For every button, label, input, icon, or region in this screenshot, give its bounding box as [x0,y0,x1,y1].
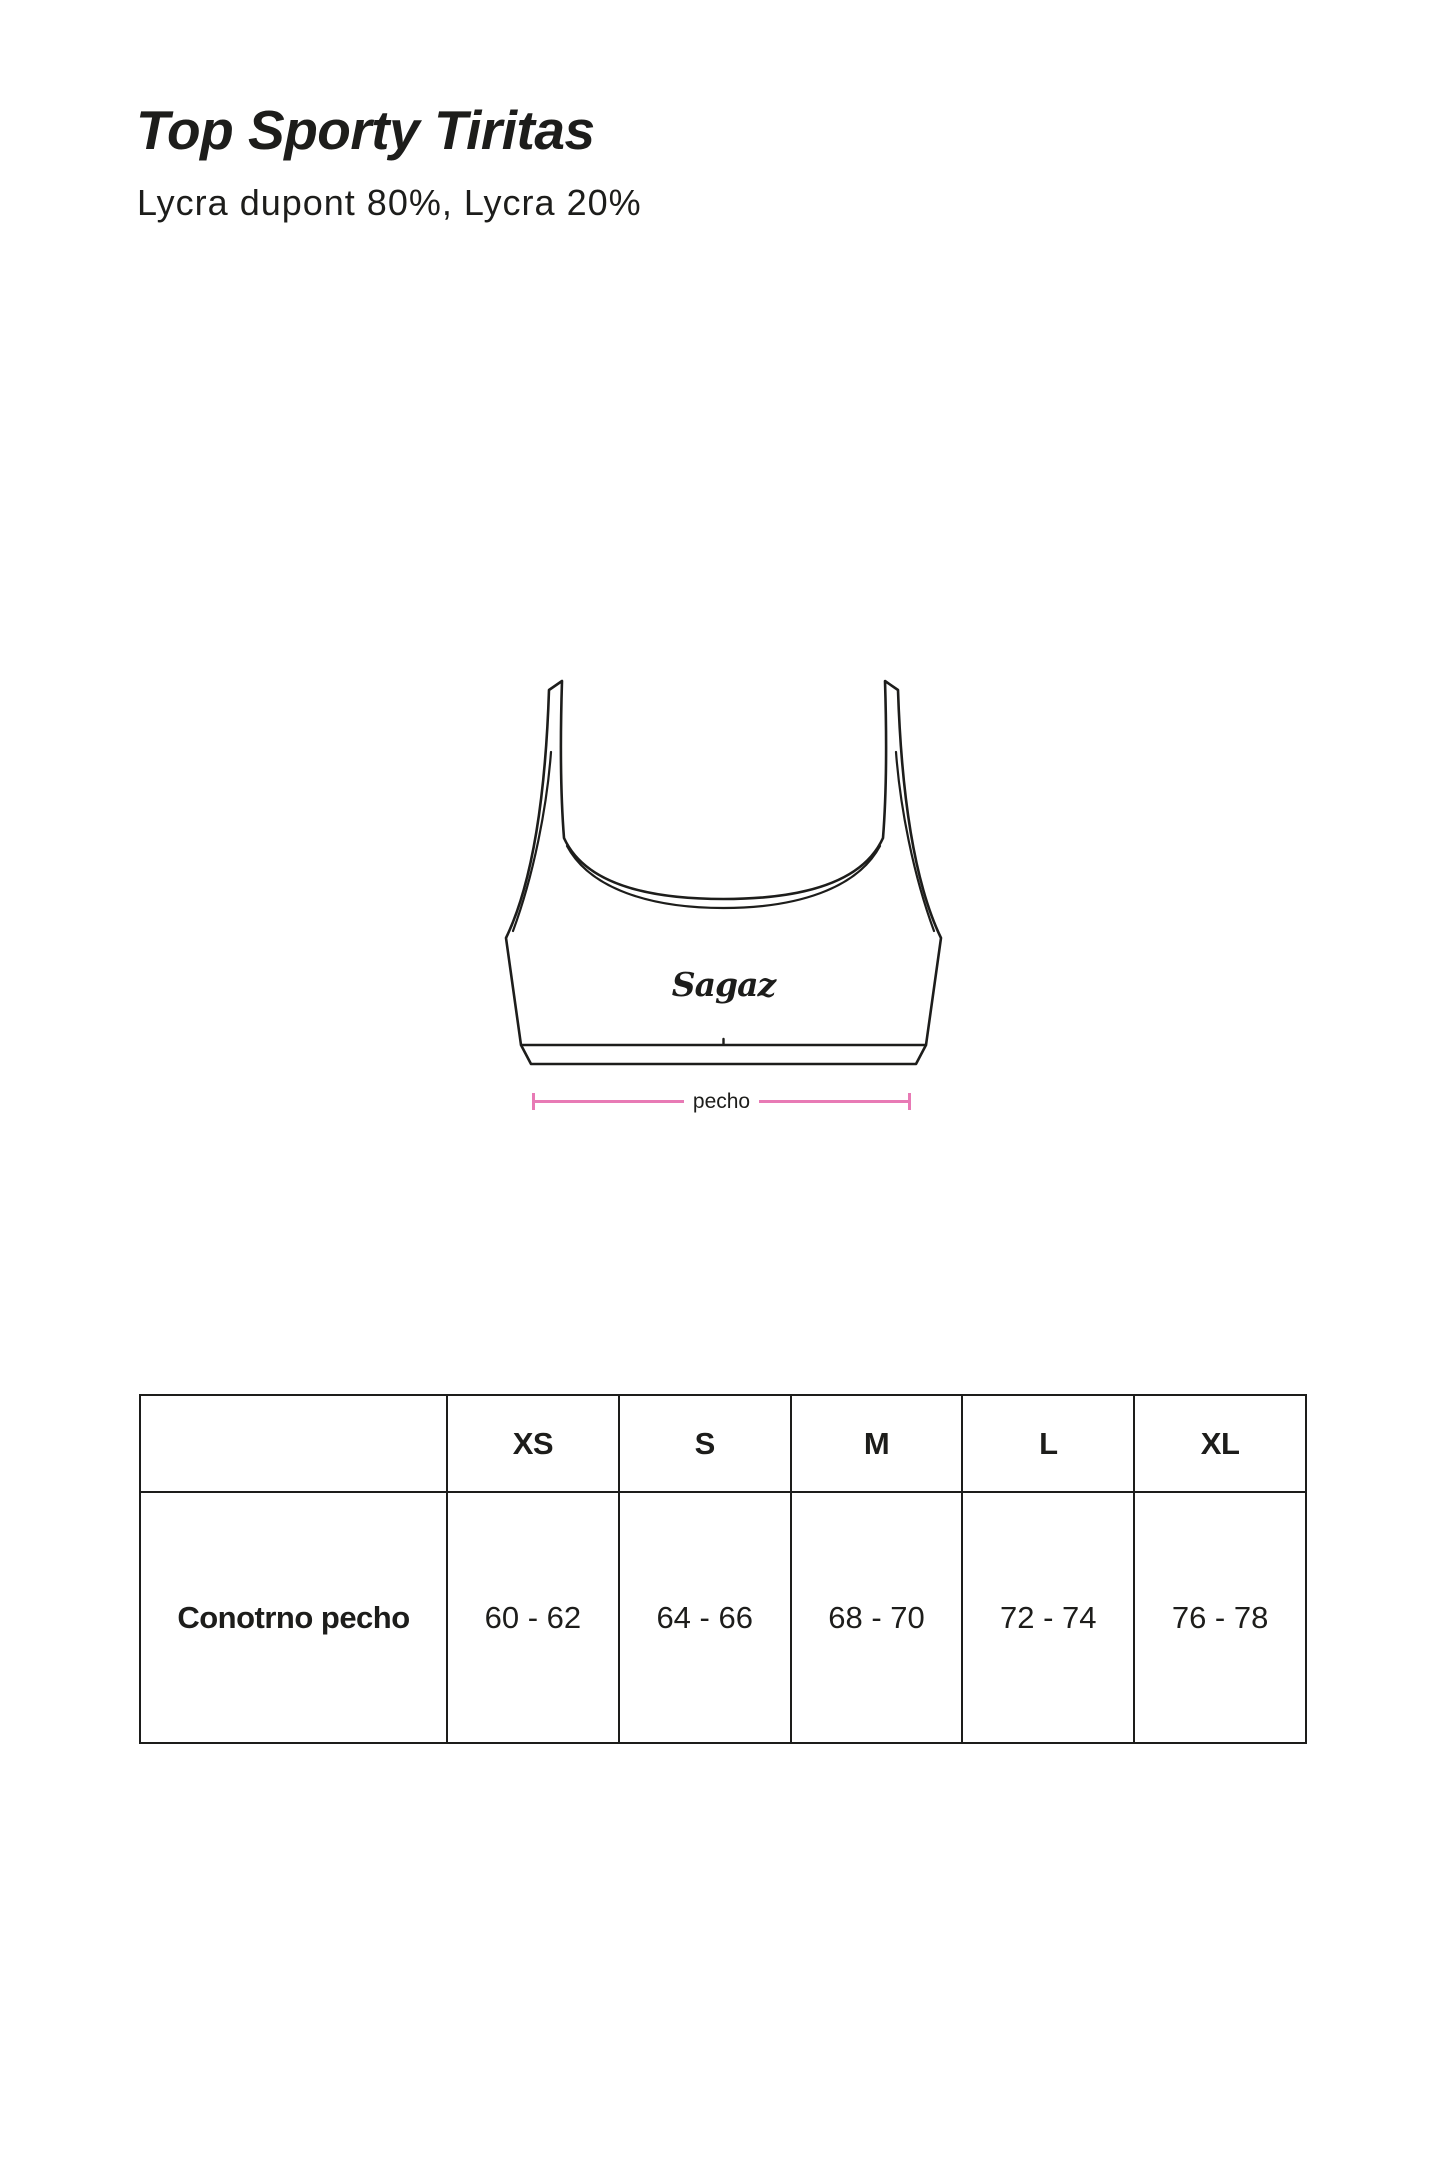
corner-cell [140,1395,447,1492]
measure-right-tick [908,1093,911,1110]
garment-technical-drawing [480,665,970,1080]
size-chart-table [139,1394,1307,1744]
garment-outline-path [506,681,941,1064]
page-title: Top Sporty Tiritas [136,99,595,161]
size-header-s: S [619,1395,791,1492]
size-header-row [140,1395,1306,1492]
brand-logo-text: Sagaz [671,965,776,1004]
size-header-l: L [962,1395,1134,1492]
size-header-xl: XL [1134,1395,1306,1492]
measurement-value-xl: 76 - 78 [1134,1492,1306,1743]
chest-measure-indicator [532,1089,911,1113]
size-header-m: M [791,1395,963,1492]
measurement-value-l: 72 - 74 [962,1492,1134,1743]
garment-figure [480,665,970,1080]
measure-label: pecho [692,1089,751,1113]
size-header-xs: XS [447,1395,619,1492]
fabric-composition-subtitle: Lycra dupont 80%, Lycra 20% [137,182,642,223]
measurement-row-label: Conotrno pecho [140,1492,447,1743]
measurement-row [140,1492,1306,1743]
measurement-value-s: 64 - 66 [619,1492,791,1743]
measure-left-line [535,1100,684,1103]
measurement-value-m: 68 - 70 [791,1492,963,1743]
measurement-value-xs: 60 - 62 [447,1492,619,1743]
measure-right-line [759,1100,908,1103]
